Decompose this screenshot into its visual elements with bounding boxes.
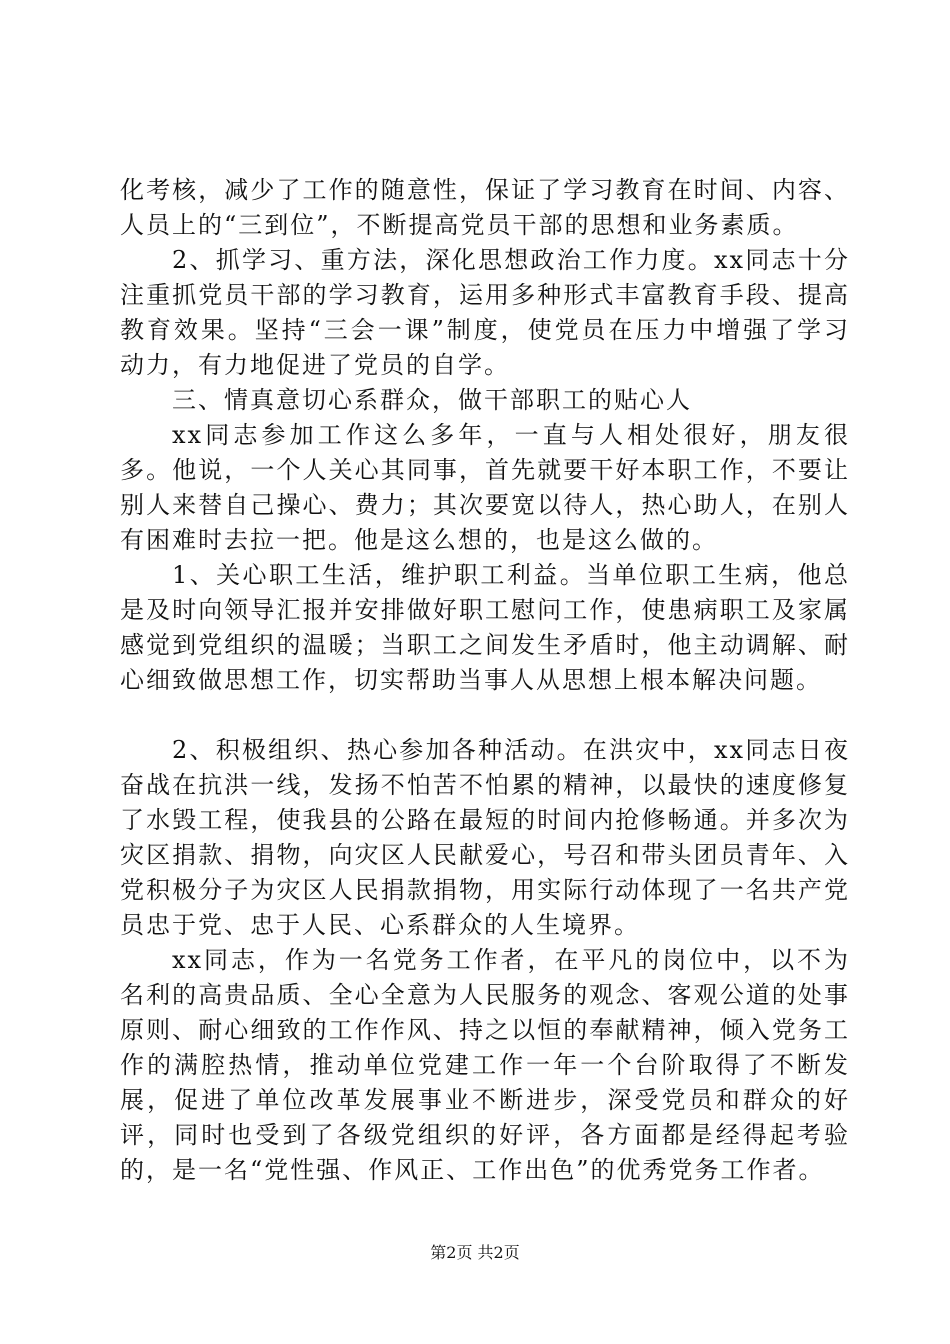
document-body (120, 173, 850, 1188)
paragraph-continuation: 化考核，减少了工作的随意性，保证了学习教育在时间、内容、人员上的“三到位”，不断提高党员干部的思想和业务素质。 (120, 176, 850, 239)
paragraph-conclusion: xx同志，作为一名党务工作者，在平凡的岗位中，以不为名利的高贵品质、全心全意为人民服务的观念、客观公道的处事原则、耐心细致的工作作风、持之以恒的奉献精神，倾入党务工作的满腔热情，推动单位党建工作一年一个台阶取得了不断发展，促进了单位改革发展事业不断进步，深受党员和群众的好评，同时也受到了各级党组织的好评，各方面都是经得起考验的，是一名“党性强、作风正、工作出色”的优秀党务工作者。 (120, 946, 850, 1184)
section-heading-three: 三、情真意切心系群众，做干部职工的贴心人 (172, 386, 692, 414)
page-footer: 第2页 共2页 (430, 1243, 520, 1262)
paragraph-relations: xx同志参加工作这么多年，一直与人相处很好，朋友很多。他说，一个人关心其同事，首先就要干好本职工作，不要让别人来替自己操心、费力；其次要宽以待人，热心助人，在别人有困难时去拉一把。他是这么想的，也是这么做的。 (120, 421, 850, 554)
paragraph-care-staff: 1、关心职工生活，维护职工利益。当单位职工生病，他总是及时向领导汇报并安排做好职工慰问工作，使患病职工及家属感觉到党组织的温暖；当职工之间发生矛盾时，他主动调解、耐心细致做思想工作，切实帮助当事人从思想上根本解决问题。 (120, 561, 850, 694)
paragraph-study-methods: 2、抓学习、重方法，深化思想政治工作力度。xx同志十分注重抓党员干部的学习教育，运用多种形式丰富教育手段、提高教育效果。坚持“三会一课”制度，使党员在压力中增强了学习动力，有力地促进了党员的自学。 (120, 246, 850, 379)
paragraph-activities: 2、积极组织、热心参加各种活动。在洪灾中，xx同志日夜奋战在抗洪一线，发扬不怕苦不怕累的精神，以最快的速度修复了水毁工程，使我县的公路在最短的时间内抢修畅通。并多次为灾区捐款、捐物，向灾区人民献爱心，号召和带头团员青年、入党积极分子为灾区人民捐款捐物，用实际行动体现了一名共产党员忠于党、忠于人民、心系群众的人生境界。 (120, 736, 850, 939)
